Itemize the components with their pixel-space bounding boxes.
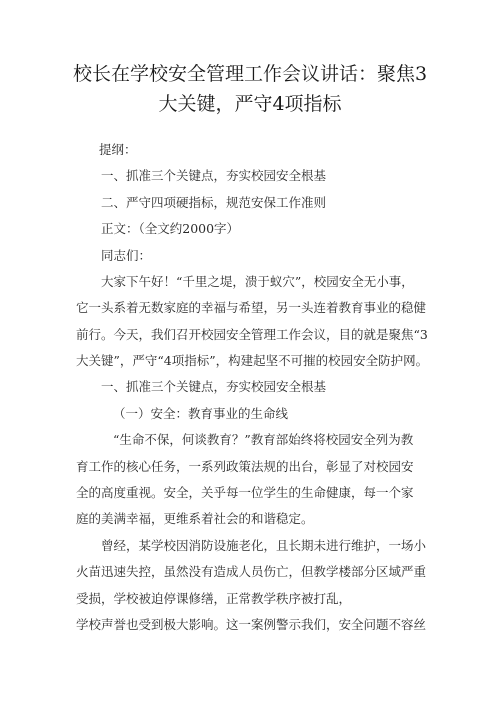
document-title-line-2: 大关键，严守4项指标 (158, 93, 342, 115)
section-1-heading: 一、抓准三个关键点，夯实校园安全根基 (101, 379, 327, 394)
paragraph-2-line-3: 全的高度重视。安全，关乎每一位学生的生命健康，每一个家 (76, 485, 414, 500)
outline-item-2: 二、严守四项硬指标，规范安保工作准则 (101, 195, 327, 210)
paragraph-1-line-1: 大家下午好！“千里之堤，溃于蚁穴”，校园安全无小事， (101, 274, 414, 289)
paragraph-1-line-3: 前行。今天，我们召开校园安全管理工作会议，目的就是聚焦“3 (76, 327, 428, 342)
outline-heading: 提纲： (99, 142, 137, 157)
document-title-line-1: 校长在学校安全管理工作会议讲话：聚焦3 (72, 63, 428, 85)
paragraph-2-line-4: 庭的美满幸福，更维系着社会的和谐稳定。 (76, 511, 314, 526)
paragraph-3-line-2: 火苗迅速失控，虽然没有造成人员伤亡，但教学楼部分区域严重 (76, 564, 427, 579)
paragraph-3-line-3: 受损，学校被迫停课修缮，正常教学秩序被打乱， (76, 591, 352, 606)
paragraph-1-line-2: 它一头系着无数家庭的幸福与希望，另一头连着教育事业的稳健 (76, 300, 427, 315)
body-heading: 正文：（全文约2000字） (101, 221, 240, 236)
paragraph-2-line-2: 育工作的核心任务，一系列政策法规的出台，彰显了对校园安 (76, 459, 414, 474)
outline-item-1: 一、抓准三个关键点，夯实校园安全根基 (101, 168, 327, 183)
paragraph-1-line-4: 大关键”，严守“4项指标”，构建起坚不可摧的校园安全防护网。 (76, 353, 429, 368)
paragraph-3-line-4: 学校声誉也受到极大影响。这一案例警示我们，安全问题不容丝 (76, 617, 427, 632)
salutation: 同志们： (101, 248, 152, 263)
subsection-1-heading: （一）安全：教育事业的生命线 (113, 406, 289, 421)
paragraph-3-line-1: 曾经，某学校因消防设施老化，且长期未进行维护，一场小 (101, 538, 427, 553)
paragraph-2-line-1: “生命不保，何谈教育？”教育部始终将校园安全列为教 (113, 432, 414, 447)
